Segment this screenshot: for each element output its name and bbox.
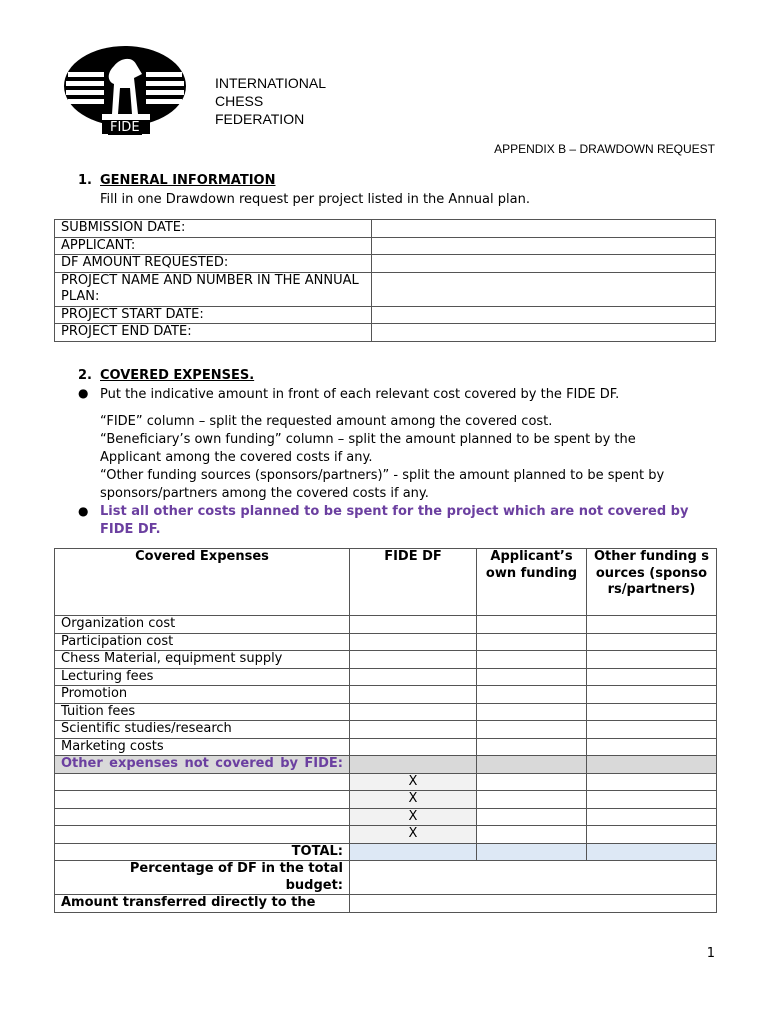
page-number: 1 [706,946,715,961]
beneficiary-column-note: “Beneficiary’s own funding” column – split the amount planned to be spent by the Applicant among the covered costs if any. [100,432,636,465]
other-funding-cell[interactable] [587,651,717,669]
table-row [55,895,717,913]
other-funding-cell[interactable] [587,668,717,686]
project-name-label: PROJECT NAME AND NUMBER IN THE ANNUAL PLAN: [55,272,372,306]
table-row [55,306,716,324]
project-start-field[interactable] [372,306,716,324]
submission-date-field[interactable] [372,220,716,238]
table-row [55,220,716,238]
project-end-field[interactable] [372,324,716,342]
other-funding-cell[interactable] [587,773,717,791]
header-covered-expenses: Covered Expenses [55,549,350,616]
table-row [55,721,717,739]
table-row [55,808,717,826]
expense-label: Chess Material, equipment supply [55,651,350,669]
fide-df-cell[interactable] [350,616,477,634]
applicant-funding-cell[interactable] [477,738,587,756]
expense-label: Lecturing fees [55,668,350,686]
other-funding-cell[interactable] [587,721,717,739]
expense-label: Promotion [55,686,350,704]
table-row [55,686,717,704]
project-start-label: PROJECT START DATE: [55,306,372,324]
expense-label: Organization cost [55,616,350,634]
covered-expenses-table [54,548,717,913]
other-funding-note: “Other funding sources (sponsors/partners)” - split the amount planned to be spent by sponsors/partners among the covered costs if any. [100,468,665,501]
bullet-icon: ● [78,386,89,400]
fide-df-x-cell: X [350,808,477,826]
fide-df-cell[interactable] [350,721,477,739]
applicant-funding-cell[interactable] [477,773,587,791]
percentage-value-cell[interactable] [350,861,717,895]
fide-df-cell[interactable] [350,668,477,686]
table-row [55,324,716,342]
bullet-icon: ● [78,504,89,518]
fide-df-x-cell: X [350,791,477,809]
other-funding-cell[interactable] [587,703,717,721]
submission-date-label: SUBMISSION DATE: [55,220,372,238]
df-amount-field[interactable] [372,255,716,273]
applicant-funding-cell[interactable] [477,686,587,704]
applicant-funding-cell[interactable] [477,791,587,809]
other-funding-cell[interactable] [587,826,717,844]
header-other-funding: Other funding sources (sponsors/partners) [587,549,717,616]
org-name-line-3: FEDERATION [215,111,305,127]
other-funding-cell[interactable] [587,738,717,756]
section1-title: GENERAL INFORMATION [100,173,276,188]
applicant-label: APPLICANT: [55,237,372,255]
org-name-line-2: CHESS [215,93,264,109]
df-amount-label: DF AMOUNT REQUESTED: [55,255,372,273]
other-funding-cell[interactable] [587,686,717,704]
other-expense-name-cell[interactable] [55,791,350,809]
instruction-bullet-1: Put the indicative amount in front of each relevant cost covered by the FIDE DF. [100,387,620,402]
amount-transferred-label: Amount transferred directly to the [55,895,350,913]
table-row [55,237,716,255]
total-other-cell [587,843,717,861]
other-funding-cell[interactable] [587,633,717,651]
expense-label: Scientific studies/research [55,721,350,739]
fide-df-x-cell: X [350,773,477,791]
total-applicant-cell [477,843,587,861]
fide-df-x-cell: X [350,826,477,844]
general-info-table [54,219,716,342]
table-row [55,633,717,651]
section1-number: 1. [78,173,92,188]
table-row [55,255,716,273]
other-funding-cell[interactable] [587,616,717,634]
table-row [55,773,717,791]
table-header-row [55,549,717,616]
section1-instruction: Fill in one Drawdown request per project listed in the Annual plan. [100,192,530,207]
table-row [55,861,717,895]
expense-label: Participation cost [55,633,350,651]
expense-label: Marketing costs [55,738,350,756]
other-expense-name-cell[interactable] [55,773,350,791]
table-row [55,668,717,686]
table-row [55,616,717,634]
instruction-bullet-2: List all other costs planned to be spent for the project which are not covered by FIDE DF. [100,504,689,537]
project-name-field[interactable] [372,272,716,306]
fide-df-cell[interactable] [350,686,477,704]
amount-transferred-cell[interactable] [350,895,717,913]
applicant-funding-cell[interactable] [477,633,587,651]
other-expense-name-cell[interactable] [55,826,350,844]
header-fide-df: FIDE DF [350,549,477,616]
fide-df-cell [350,756,477,774]
table-row [55,738,717,756]
project-end-label: PROJECT END DATE: [55,324,372,342]
header-applicant-funding: Applicant’s own funding [477,549,587,616]
applicant-funding-cell [477,756,587,774]
total-label: TOTAL: [55,843,350,861]
applicant-funding-cell[interactable] [477,668,587,686]
section2-title: COVERED EXPENSES. [100,368,255,383]
org-name-line-1: INTERNATIONAL [215,75,326,91]
table-row [55,843,717,861]
fide-df-cell[interactable] [350,738,477,756]
applicant-field[interactable] [372,237,716,255]
other-funding-cell [587,756,717,774]
applicant-funding-cell[interactable] [477,651,587,669]
applicant-funding-cell[interactable] [477,703,587,721]
fide-column-note: “FIDE” column – split the requested amount among the covered cost. [100,414,553,429]
fide-df-cell[interactable] [350,633,477,651]
table-row [55,703,717,721]
total-fide-df-cell [350,843,477,861]
fide-df-cell[interactable] [350,703,477,721]
table-row [55,272,716,306]
appendix-title: APPENDIX B – DRAWDOWN REQUEST [494,142,715,156]
other-expenses-label: Other expenses not covered by FIDE: [55,756,350,774]
other-funding-cell[interactable] [587,791,717,809]
fide-df-cell[interactable] [350,651,477,669]
other-funding-cell[interactable] [587,808,717,826]
percentage-label: Percentage of DF in the total budget: [55,861,350,895]
applicant-funding-cell[interactable] [477,808,587,826]
table-row [55,791,717,809]
table-row [55,756,717,774]
table-row [55,826,717,844]
expense-label: Tuition fees [55,703,350,721]
applicant-funding-cell[interactable] [477,721,587,739]
logo-text: FIDE [110,120,140,135]
applicant-funding-cell[interactable] [477,616,587,634]
table-row [55,651,717,669]
section2-number: 2. [78,368,92,383]
applicant-funding-cell[interactable] [477,826,587,844]
other-expense-name-cell[interactable] [55,808,350,826]
